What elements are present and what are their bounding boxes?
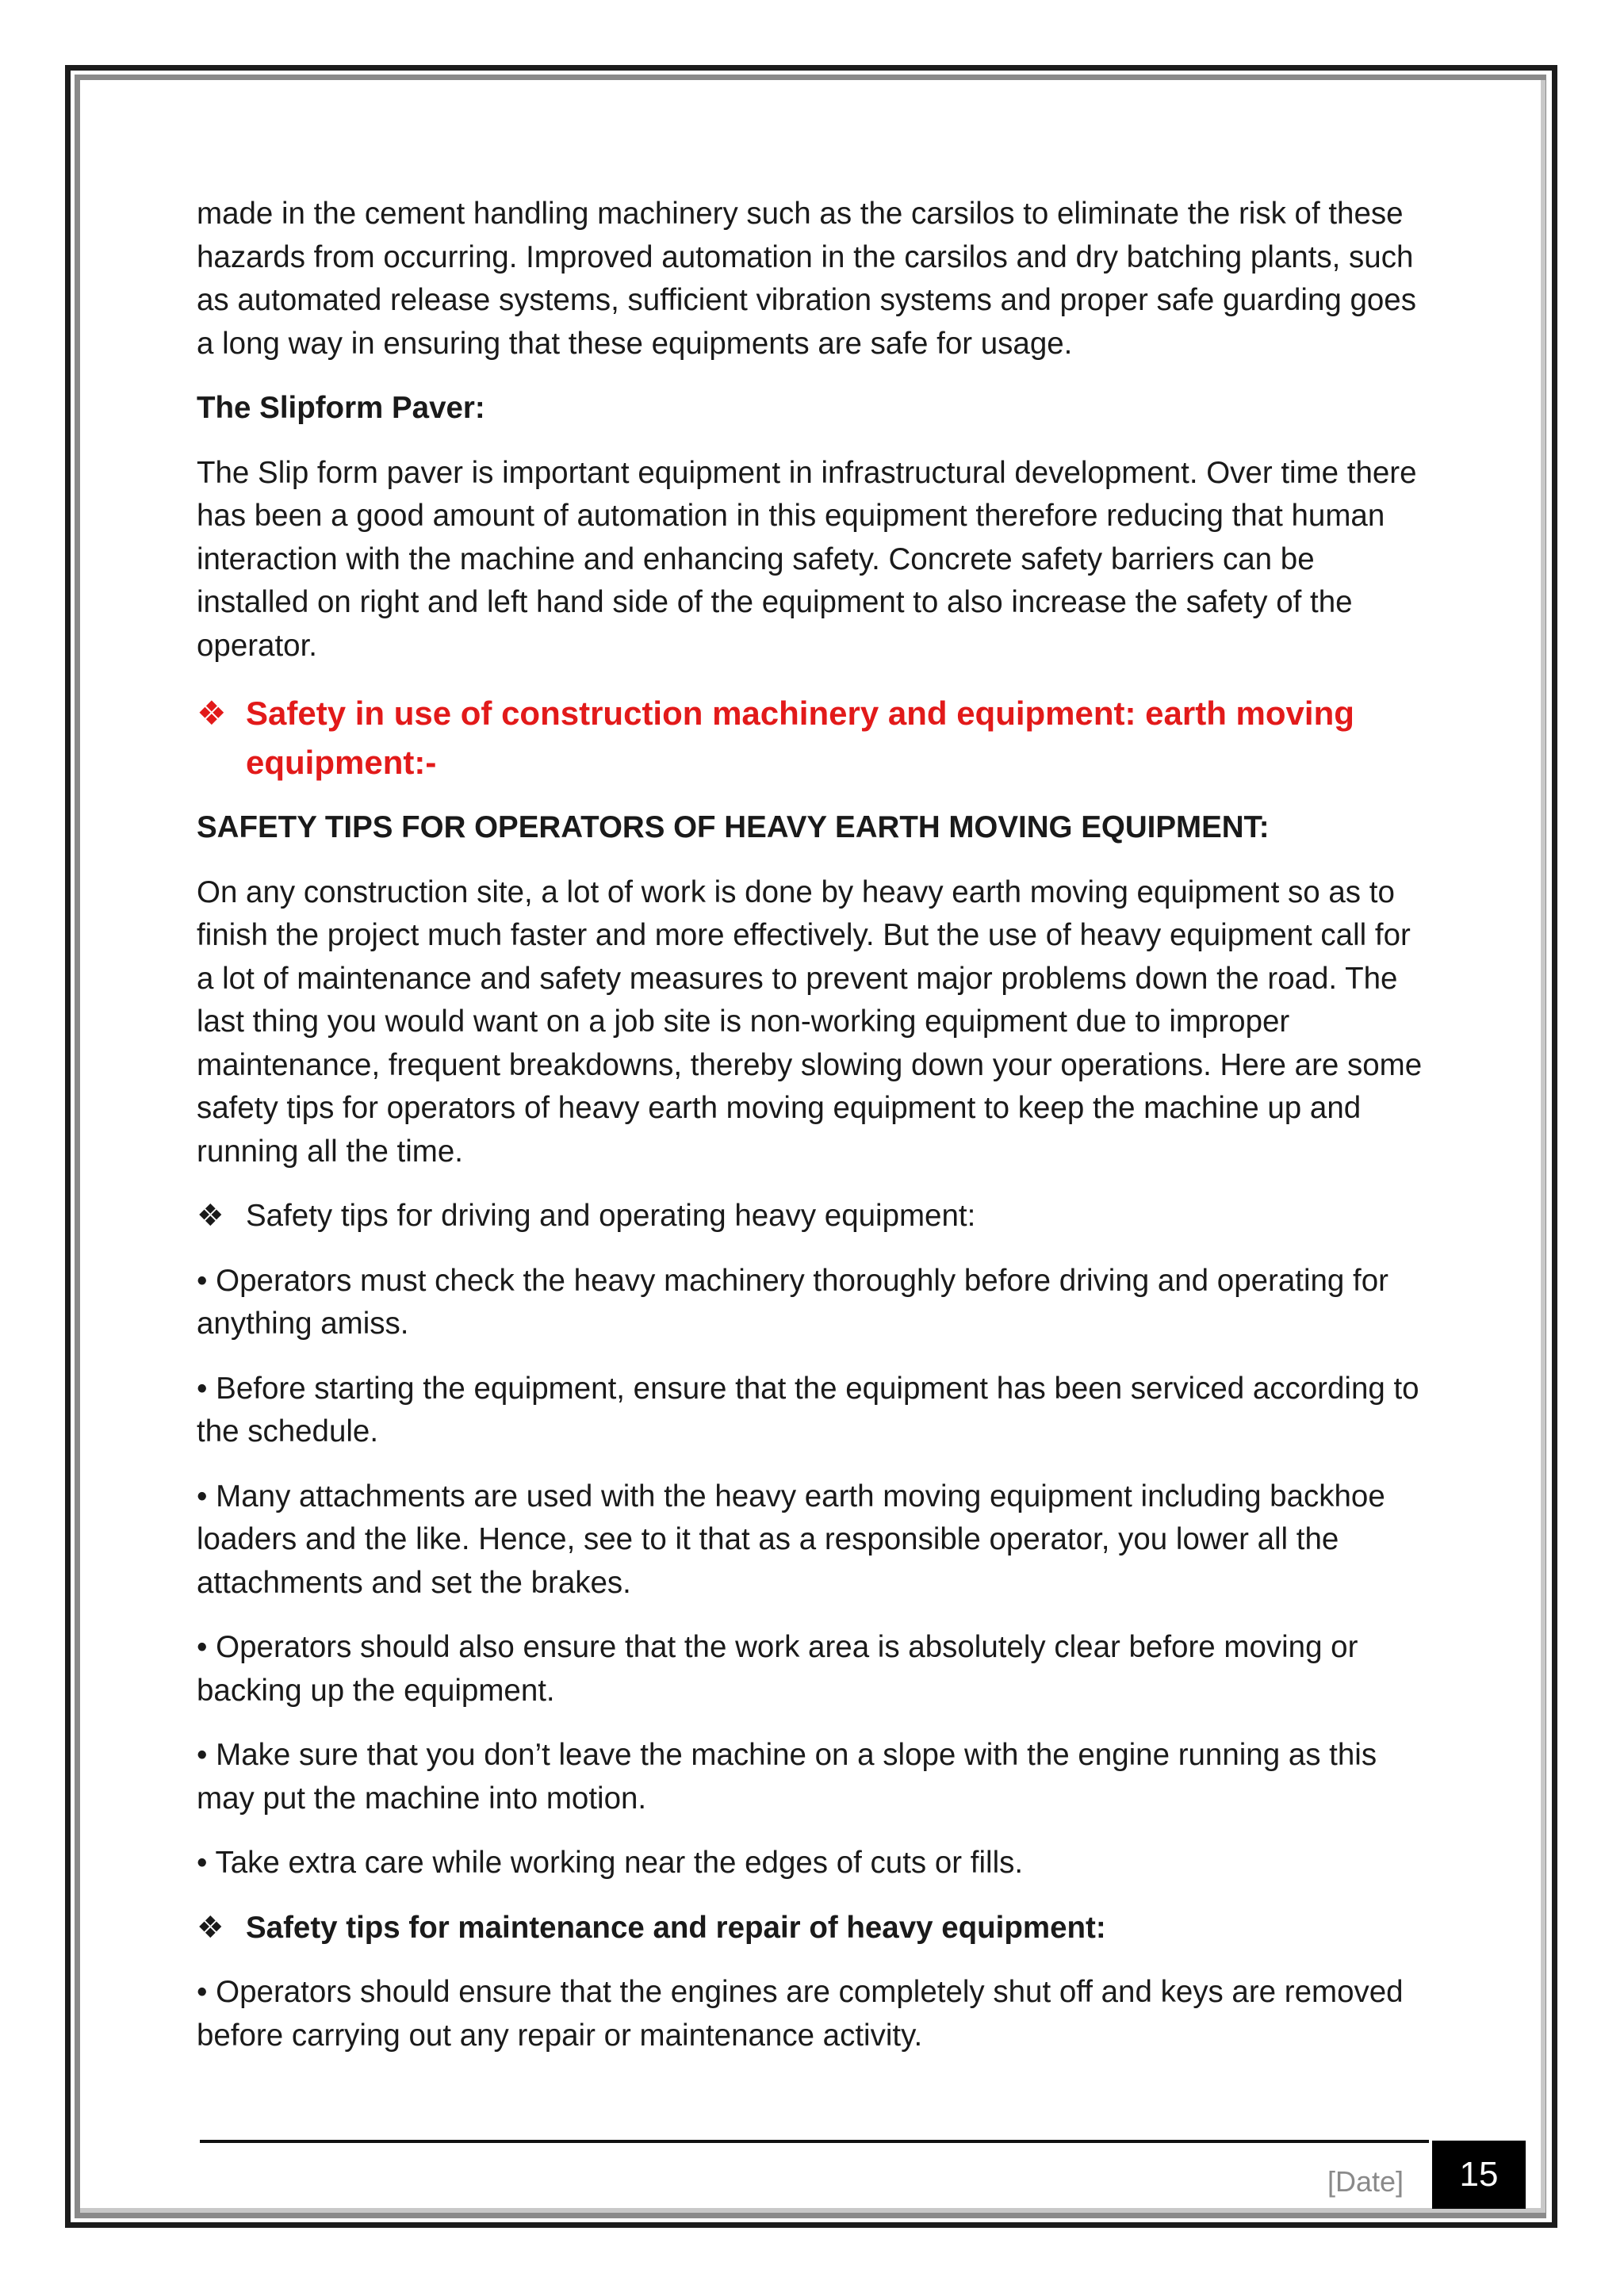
diamond-bullet-icon: ❖ (197, 695, 227, 732)
tips-title: SAFETY TIPS FOR OPERATORS OF HEAVY EARTH MOVING EQUIPMENT: (197, 810, 1270, 844)
list-item: • Operators should also ensure that the work area is absolutely clear before moving or backing up the equipment. (197, 1630, 1358, 1708)
section-heading (197, 689, 1434, 787)
list-item: • Operators should ensure that the engines are completely shut off and keys are removed before carrying out any repair or maintenance activity. (197, 1975, 1404, 2053)
footer-divider (200, 2140, 1429, 2143)
list-item: • Operators must check the heavy machinery thoroughly before driving and operating for anything amiss. (197, 1263, 1388, 1341)
maintenance-tips-heading (197, 1907, 1434, 1950)
footer-date: [Date] (1327, 2165, 1404, 2198)
slipform-paragraph: The Slip form paver is important equipment in infrastructural development. Over time there has been a good amount of automation in this equipment therefore reducing that human interaction with the machine and enhancing safety. Concrete safety barriers can be installed on right and left hand side of the equipment to also increase the safety of the operator. (197, 455, 1417, 663)
diamond-bullet-icon: ❖ (197, 1199, 224, 1233)
driving-tips-heading-text: Safety tips for driving and operating heavy equipment: (246, 1199, 976, 1233)
tips-intro-paragraph: On any construction site, a lot of work is done by heavy earth moving equipment so as to finish the project much faster and more effectively. But the use of heavy equipment call for a lot of maintenance and safety measures to prevent major problems down the road. The last thing you would want on a job site is non-working equipment due to improper maintenance, frequent breakdowns, thereby slowing down your operations. Here are some safety tips for operators of heavy earth moving equipment to keep the machine up and running all the time. (197, 874, 1423, 1169)
driving-tips-heading (197, 1195, 1434, 1238)
list-item: • Make sure that you don’t leave the machine on a slope with the engine running as this may put the machine into motion. (197, 1738, 1377, 1816)
slipform-title: The Slipform Paver: (197, 391, 485, 425)
list-item: • Before starting the equipment, ensure that the equipment has been serviced according to the schedule. (197, 1371, 1419, 1448)
list-item: • Take extra care while working near the edges of cuts or fills. (197, 1846, 1024, 1880)
list-item: • Many attachments are used with the heavy earth moving equipment including backhoe loaders and the like. Hence, see to it that as a responsible operator, you lower all the attachments and set the brakes. (197, 1479, 1385, 1600)
maintenance-tips-heading-text: Safety tips for maintenance and repair of heavy equipment: (246, 1910, 1106, 1945)
intro-paragraph: made in the cement handling machinery such as the carsilos to eliminate the risk of these hazards from occurring. Improved automation in the carsilos and dry batching plants, such as automated release systems, sufficient vibration systems and proper safe guarding goes a long way in ensuring that these equipments are safe for usage. (197, 197, 1416, 361)
page-border-shadow (1541, 80, 1545, 2213)
page-number: 15 (1432, 2141, 1526, 2209)
section-heading-text: Safety in use of construction machinery and equipment: earth moving equipment:- (246, 695, 1354, 781)
page-content (197, 193, 1434, 2079)
diamond-bullet-icon: ❖ (197, 1910, 224, 1945)
page-border-shadow (80, 2208, 1545, 2213)
